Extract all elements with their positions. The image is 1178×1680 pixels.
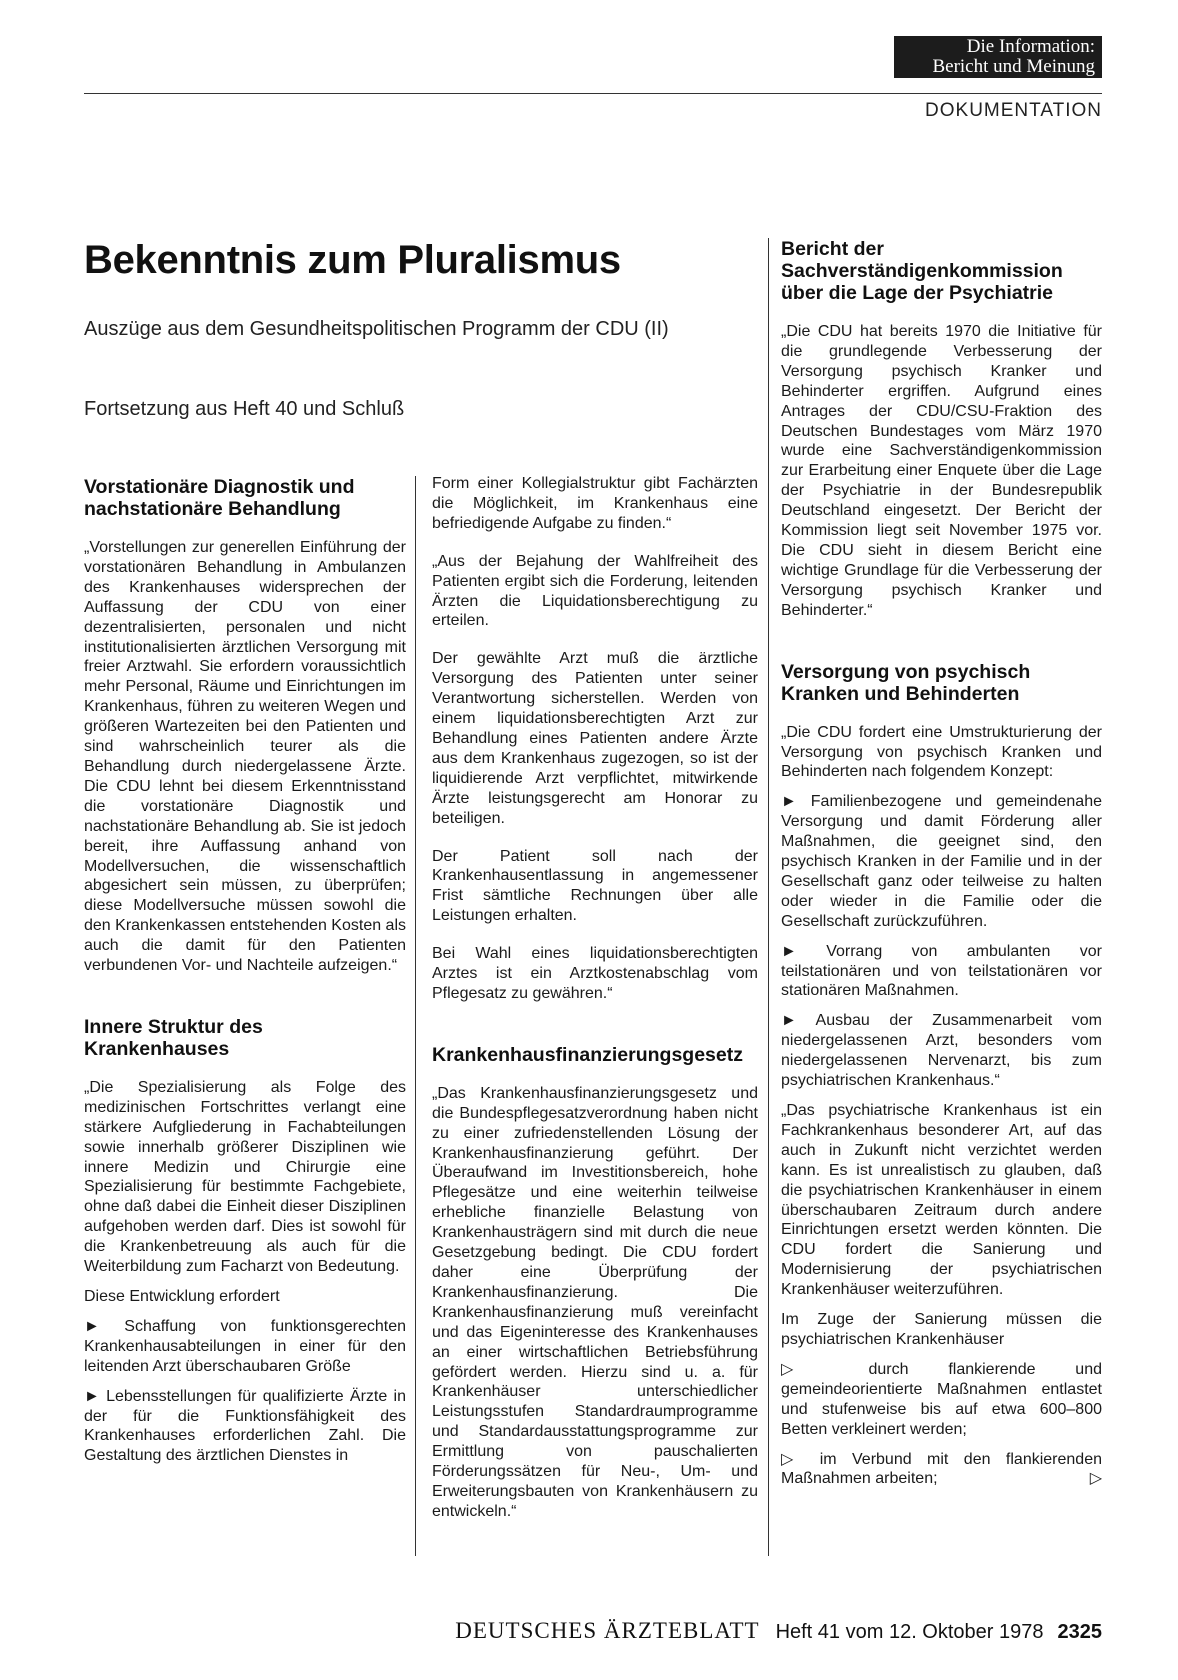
bullet-item: ► Familienbezogene und gemeindenahe Versorgung und damit Förderung aller Maßnahmen, die geeignet sind, den psychisch Kranken in der Familie und in der Gesellschaft ganz oder teilweise zu halten oder wieder in die Familie oder die Gesellschaft zurückzuführen. [781, 793, 1102, 930]
paragraph: „Die CDU fordert eine Umstrukturierung der Versorgung von psychisch Kranken und Behinderten nach folgendem Konzept: [781, 723, 1102, 781]
article-title: Bekenntnis zum Pluralismus [84, 238, 621, 282]
paragraph: „Das psychiatrische Krankenhaus ist ein Fachkrankenhaus besonderer Art, auf das auch in Zukunft nicht verzichtet werden kann. Es ist unrealistisch zu glauben, daß die psychiatrischen Krankenhäuser in einem überschaubaren Zeitraum durch andere Einrichtungen ersetzt werden könnten. Die CDU fordert die Sanierung und Modernisierung der psychiatrischen Krankenhäuser weiterzuführen. [781, 1102, 1102, 1299]
heading-vorstationaer: Vorstationäre Diagnostik und nachstationäre Behandlung [84, 476, 355, 520]
journal-name: DEUTSCHES ÄRZTEBLATT [455, 1618, 760, 1643]
bullet-item [781, 1450, 1102, 1490]
continued-arrow: ▷ [1089, 1470, 1102, 1488]
column-3 [781, 238, 1102, 1489]
paragraph: Der Patient soll nach der Krankenhausentlassung in angemessener Frist sämtliche Rechnungen über alle Leistungen erhalten. [432, 847, 758, 925]
paragraph: Im Zuge der Sanierung müssen die psychiatrischen Krankenhäuser [781, 1311, 1102, 1348]
paragraph: „Aus der Bejahung der Wahlfreiheit des Patienten ergibt sich die Forderung, leitenden Ärzten die Liquidationsberechtigung zu erteilen. [432, 552, 758, 630]
heading-sachverstaendigenkommission: Bericht der Sachverständigenkommission über die Lage der Psychiatrie [781, 238, 1063, 304]
header-rule [84, 93, 1102, 94]
paragraph: Der gewählte Arzt muß die ärztliche Versorgung des Patienten unter seiner Verantwortung sicherstellen. Werden von einem liquidationsberechtigten Arzt zur Behandlung eines Patienten andere Ärzte aus dem Krankenhaus zugezogen, so ist der liquidierende Arzt verpflichtet, mitwirkende Ärzte leistungsgerecht am Honorar zu beteiligen. [432, 650, 758, 827]
column-divider-2 [768, 238, 769, 1556]
column-1 [84, 476, 406, 1466]
paragraph: „Die CDU hat bereits 1970 die Initiative für die grundlegende Verbesserung der Versorgung psychisch Kranker und Behinderter ergriffen. Aufgrund eines Antrages der CDU/CSU-Fraktion des Deutschen Bundestages vom März 1970 wurde eine Sachverständigenkommission zur Erarbeitung einer Enquete über die Lage der Psychiatrie in der Bundesrepublik Deutschland eingesetzt. Der Bericht der Kommission liegt seit November 1975 vor. Die CDU sieht in diesem Bericht eine wichtige Grundlage für die Verbesserung der Versorgung psychisch Kranker und Behinderter.“ [781, 323, 1102, 619]
column-divider-1 [415, 476, 416, 1556]
paragraph: Bei Wahl eines liquidationsberechtigten Arztes ist ein Arztkostenabschlag vom Pflegesatz zu gewähren.“ [432, 945, 758, 1002]
bullet-item: ► Ausbau der Zusammenarbeit vom niedergelassenen Arzt, besonders vom niedergelassenen Nervenarzt, bis zum psychiatrischen Krankenhaus.“ [781, 1012, 1102, 1090]
paragraph: „Die Spezialisierung als Folge des medizinischen Fortschrittes verlangt eine stärkere Aufgliederung in Fachabteilungen sowie innerhalb größerer Disziplinen wie innere Medizin und Chirurgie eine Spezialisierung für bestimmte Fachgebiete, ohne daß dabei die Einheit dieser Disziplinen aufgehoben werden darf. Dies ist sowohl für die Krankenbetreuung als auch für die Weiterbildung zum Facharzt von Bedeutung. [84, 1078, 406, 1276]
issue-info: Heft 41 vom 12. Oktober 1978 [775, 1621, 1044, 1643]
paragraph: „Vorstellungen zur generellen Einführung der vorstationären Behandlung in Ambulanzen des Krankenhauses widersprechen der Auffassung der CDU von einer dezentralisierten, personalen und nicht institutionalisierten ärztlichen Versorgung mit freier Arztwahl. Sie erfordern voraussichtlich mehr Personal, Räume und Einrichtungen im Krankenhaus, führen zu weiteren Wegen und größeren Wartezeiten bei den Patienten und sind wahrscheinlich teurer als die Behandlung durch niedergelassene Ärzte. Die CDU lehnt bei diesem Erkenntnisstand die vorstationäre Diagnostik und nachstationäre Behandlung ab. Sie ist jedoch bereit, ihre Auffassung anhand von Modellversuchen, die wissenschaftlich abgesichert sein müssen, zu überprüfen; diese Modellversuche müssen sowohl die den Krankenkassen entstehenden Kosten als auch die damit für den Patienten verbundenen Vor- und Nachteile aufzeigen.“ [84, 539, 407, 975]
heading-versorgung: Versorgung von psychisch Kranken und Behinderten [781, 660, 1031, 705]
paragraph: Diese Entwicklung erfordert [84, 1288, 280, 1305]
heading-innere-struktur: Innere Struktur des Krankenhauses [84, 1015, 263, 1060]
badge-line-2: Bericht und Meinung [932, 56, 1095, 77]
bullet-item: ▷ durch flankierende und gemeindeorientierte Maßnahmen entlastet und stufenweise bis auf etwa 600–800 Betten verkleinert werden; [781, 1360, 1102, 1438]
page-footer [0, 1618, 1102, 1644]
page-number: 2325 [1057, 1621, 1102, 1643]
paragraph: Form einer Kollegialstruktur gibt Fachärzten die Möglichkeit, im Krankenhaus eine befriedigende Aufgabe zu finden.“ [432, 475, 758, 532]
bullet-item: ► Lebensstellungen für qualifizierte Ärzte in der für die Funktionsfähigkeit des Krankenhauses erforderlichen Zahl. Die Gestaltung des ärztlichen Dienstes in [84, 1387, 406, 1465]
article-subtitle: Auszüge aus dem Gesundheitspolitischen Programm der CDU (II) [84, 318, 669, 340]
section-badge [894, 36, 1102, 78]
section-label: DOKUMENTATION [925, 100, 1102, 121]
badge-line-1: Die Information: [966, 36, 1095, 57]
paragraph: „Das Krankenhausfinanzierungsgesetz und die Bundespflegesatzverordnung haben nicht zu einer zufriedenstellenden Lösung der Krankenhausfinanzierung geführt. Der Überaufwand im Investitionsbereich, hohe Pflegesätze und eine weiterhin teilweise erhebliche finanzielle Belastung von Krankenhausträgern sind mit durch die neue Gesetzgebung bedingt. Die CDU fordert daher eine Überprüfung der Krankenhausfinanzierung. Die Krankenhausfinanzierung muß vereinfacht und das Eigeninteresse des Krankenhauses an einer wirtschaftlichen Betriebsführung gefördert werden. Hierzu sind u. a. für Krankenhäuser unterschiedlicher Leistungsstufen Standardraumprogramme und Standardausstattungsprogramme zur Ermittlung von pauschalierten Förderungssätzen für Neu-, Um- und Erweiterungsbauten von Krankenhäusern zu entwickeln.“ [432, 1084, 758, 1520]
bullet-item: ► Schaffung von funktionsgerechten Krankenhausabteilungen in einer für den leitenden Arzt überschaubaren Größe [84, 1317, 406, 1375]
bullet-item: ► Vorrang von ambulanten vor teilstationären und von teilstationären vor stationären Maßnahmen. [781, 942, 1102, 1000]
heading-krankenhausfinanzierungsgesetz: Krankenhausfinanzierungsgesetz [432, 1043, 743, 1066]
column-2 [432, 474, 758, 1522]
continuation-note: Fortsetzung aus Heft 40 und Schluß [84, 398, 405, 420]
bullet-text: ▷ im Verbund mit den flankierenden Maßnahmen arbeiten; [781, 1450, 1102, 1488]
